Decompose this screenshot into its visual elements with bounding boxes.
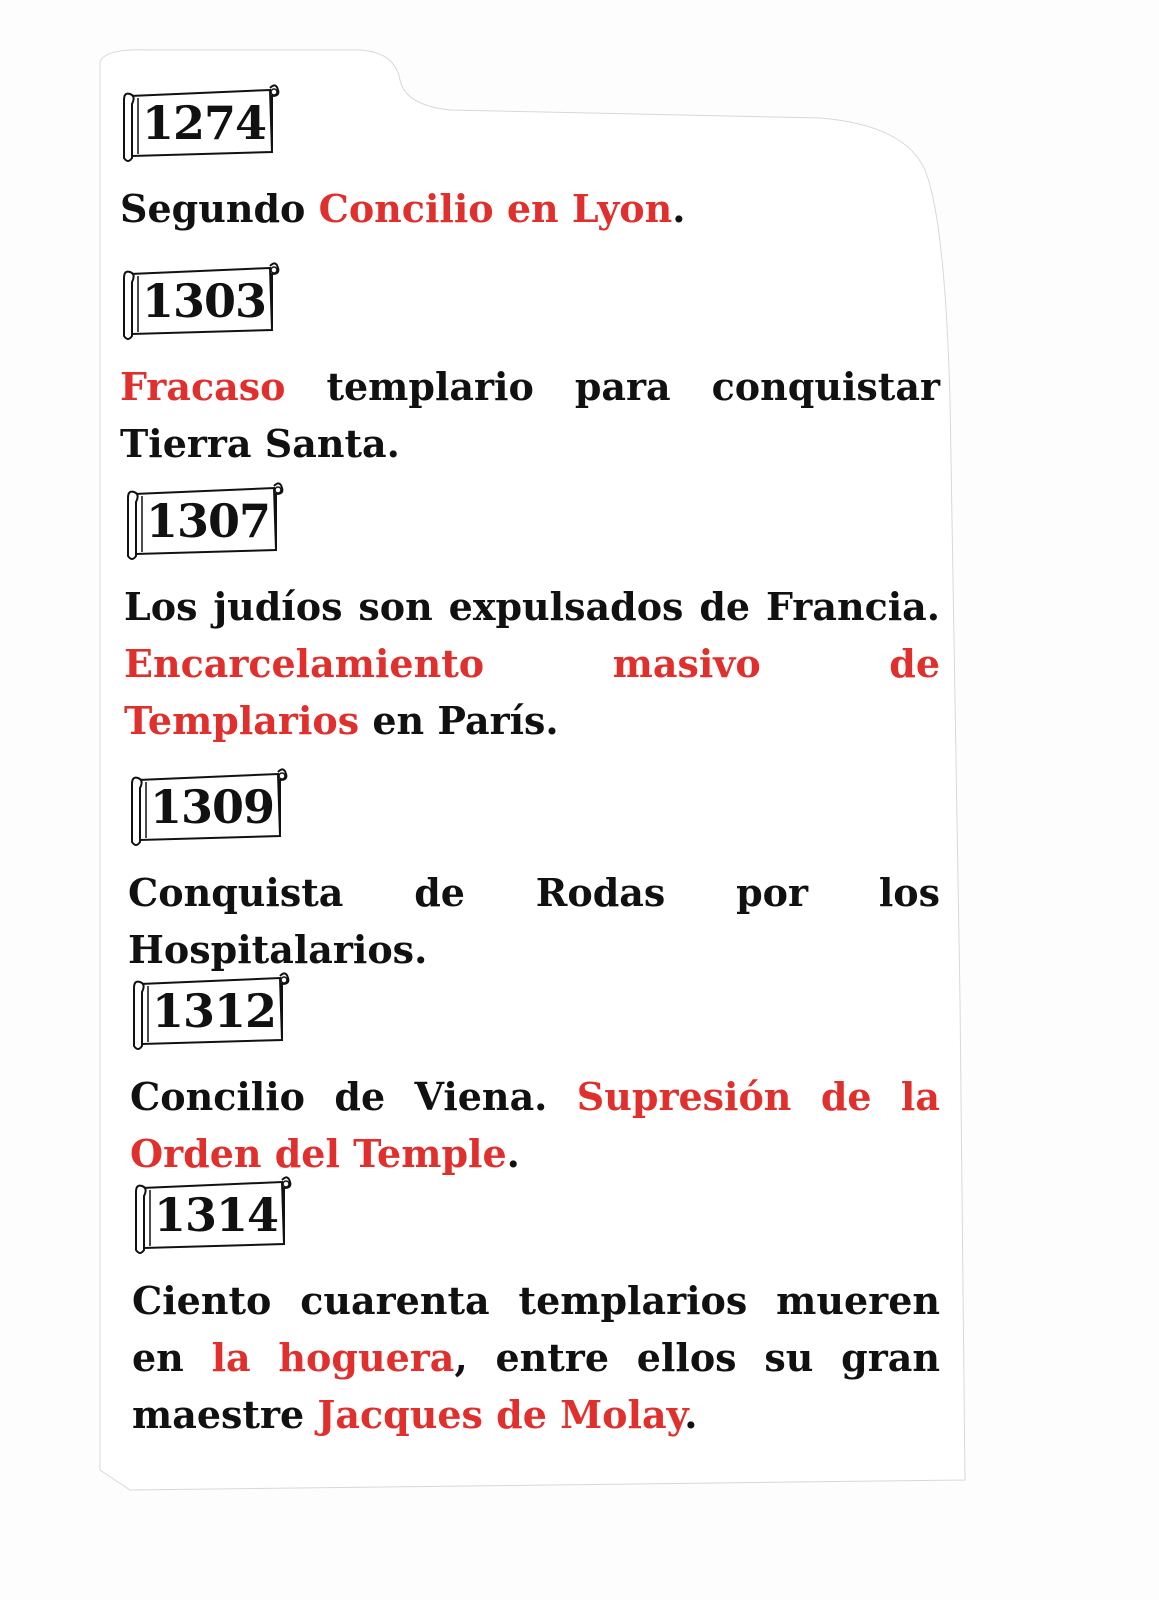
timeline-entry-1303 xyxy=(120,262,940,472)
year-label: 1303 xyxy=(142,274,267,328)
description-text: Concilio de Viena. xyxy=(130,1074,577,1119)
highlighted-text: Encarcelamiento masivo de Templarios xyxy=(124,641,940,743)
timeline-entry-1314 xyxy=(132,1176,940,1443)
year-label: 1274 xyxy=(142,96,267,150)
description-text: . xyxy=(506,1131,520,1176)
description-text: en París. xyxy=(359,698,559,743)
description-text: Segundo xyxy=(120,186,319,231)
timeline-entry-1309 xyxy=(128,768,940,978)
year-label: 1307 xyxy=(146,494,271,548)
event-description xyxy=(120,358,940,472)
year-label: 1312 xyxy=(152,984,277,1038)
timeline-entry-1312 xyxy=(130,972,940,1182)
highlighted-text: Jacques de Molay xyxy=(317,1392,685,1437)
year-scroll-banner xyxy=(130,972,290,1050)
description-text: . xyxy=(684,1392,698,1437)
highlighted-text: la hoguera xyxy=(211,1335,455,1380)
event-description xyxy=(120,180,940,237)
timeline-entry-1307 xyxy=(124,482,940,749)
year-scroll-banner xyxy=(120,84,280,162)
highlighted-text: Concilio en Lyon xyxy=(318,186,673,231)
event-description xyxy=(132,1272,940,1443)
highlighted-text: Fracaso xyxy=(120,364,286,409)
year-label: 1309 xyxy=(150,780,275,834)
year-label: 1314 xyxy=(154,1188,279,1242)
description-text: . xyxy=(672,186,686,231)
year-scroll-banner xyxy=(120,262,280,340)
description-text: Ciento cuarenta templarios mueren en xyxy=(132,1278,940,1380)
description-text: Los judíos son expulsados de Francia. xyxy=(124,584,940,629)
year-scroll-banner xyxy=(132,1176,292,1254)
year-scroll-banner xyxy=(128,768,288,846)
description-text: Conquista de Rodas por los Hospitalarios. xyxy=(128,870,940,972)
event-description xyxy=(124,578,940,749)
timeline-entry-1274 xyxy=(120,84,940,237)
description-text: , entre ellos su gran maestre xyxy=(132,1335,940,1437)
year-scroll-banner xyxy=(124,482,284,560)
description-text: templario para conquistar Tierra Santa. xyxy=(120,364,940,466)
highlighted-text: Supresión de la Orden del Temple xyxy=(130,1074,940,1176)
event-description xyxy=(128,864,940,978)
event-description xyxy=(130,1068,940,1182)
